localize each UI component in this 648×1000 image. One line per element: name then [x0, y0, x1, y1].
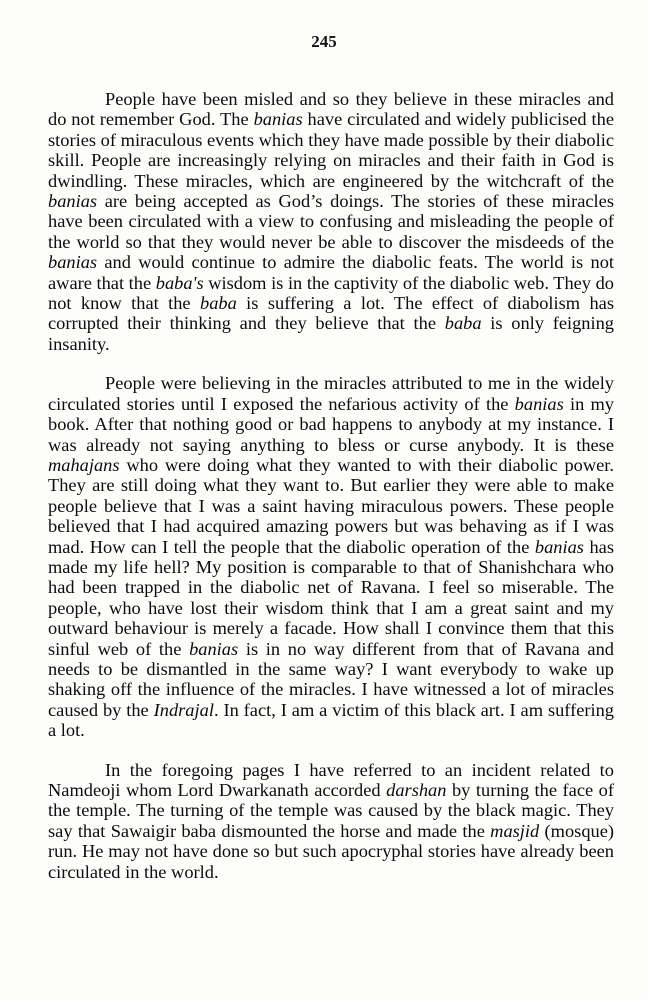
page-number: 245 — [311, 32, 337, 51]
text-run: by turning the face of the temple. The turning of the temple was caused by the black magic. They say that Sawaigir baba dismounted the horse and made the — [48, 780, 615, 841]
text-run: who were doing what they wanted to with their diabolic power. They are still doing what they want to. But earlier they were able to make people believe that I was a saint having miraculous powers. These people believed that I had acquired amazing powers but was behaving as if I was mad. How can I tell the people that the diabolic operation of the — [48, 454, 614, 557]
italic-term: masjid — [490, 820, 540, 841]
text-run: has made my life hell? My position is comparable to that of Shanishchara who had been trapped in the diabolic net of Ravana. I feel so miserable. The people, who have lost their wisdom think that I am a great saint and my outward behaviour is merely a facade. How shall I convince them that this sinful web of the — [48, 536, 614, 659]
text-run: People were believing in the miracles attributed to me in the widely circulated stories until I exposed the nefarious activity of the — [48, 373, 614, 414]
italic-term: banias — [48, 191, 98, 212]
text-run: . In fact, I am a victim of this black art. I am suffering a lot. — [48, 699, 614, 741]
text-run: in my book. After that nothing good or bad happens to anybody at my instance. I was already not saying anything to bless or curse anybody. It is these — [48, 393, 614, 455]
text-run: (mosque) run. He may not have done so but such apocryphal stories have already been circulated in the world. — [48, 820, 614, 882]
text-run: is suffering a lot. The effect of diabolism has corrupted their thinking and they believe that the — [48, 293, 614, 334]
italic-term: baba — [200, 293, 237, 314]
italic-term: banias — [514, 393, 564, 414]
paragraph-3 — [48, 760, 614, 882]
italic-term: banias — [534, 536, 584, 557]
italic-term: mahajans — [48, 454, 120, 475]
italic-term: darshan — [386, 780, 447, 800]
text-run: In the foregoing pages I have referred to an incident related to Namdeoji whom Lord Dwarkanath accorded — [48, 759, 614, 800]
paragraph-1 — [48, 89, 614, 354]
italic-term: banias — [189, 638, 239, 659]
text-run: are being accepted as God’s doings. The stories of these miracles have been circulated with a view to confusing and misleading the people of the world so that they would never be able to discover the misdeeds of the — [48, 191, 614, 252]
italic-term: baba's — [155, 272, 204, 293]
text-run: is only feigning insanity. — [48, 313, 614, 354]
text-run: is in no way different from that of Ravana and needs to be dismantled in the same way? I want everybody to wake up shaking off the influence of the miracles. I have witnessed a lot of miracles caused by the — [48, 638, 614, 720]
text-run: and would continue to admire the diabolic feats. The world is not aware that the — [48, 252, 614, 293]
body-text — [48, 89, 614, 882]
paragraph-2 — [48, 373, 614, 740]
italic-term: banias — [253, 109, 303, 130]
italic-term: Indrajal — [153, 699, 214, 720]
italic-term: baba — [444, 313, 482, 334]
text-run: have circulated and widely publicised the stories of miraculous events which they have made possible by their diabolic skill. People are increasingly relying on miracles and their faith in God is dwindling. These miracles, which are engineered by the witchcraft of the — [48, 109, 615, 191]
text-run: wisdom is in the captivity of the diabolic web. They do not know that the — [48, 272, 614, 314]
italic-term: banias — [48, 252, 98, 273]
text-run: People have been misled and so they believe in these miracles and do not remember God. The — [48, 89, 614, 130]
